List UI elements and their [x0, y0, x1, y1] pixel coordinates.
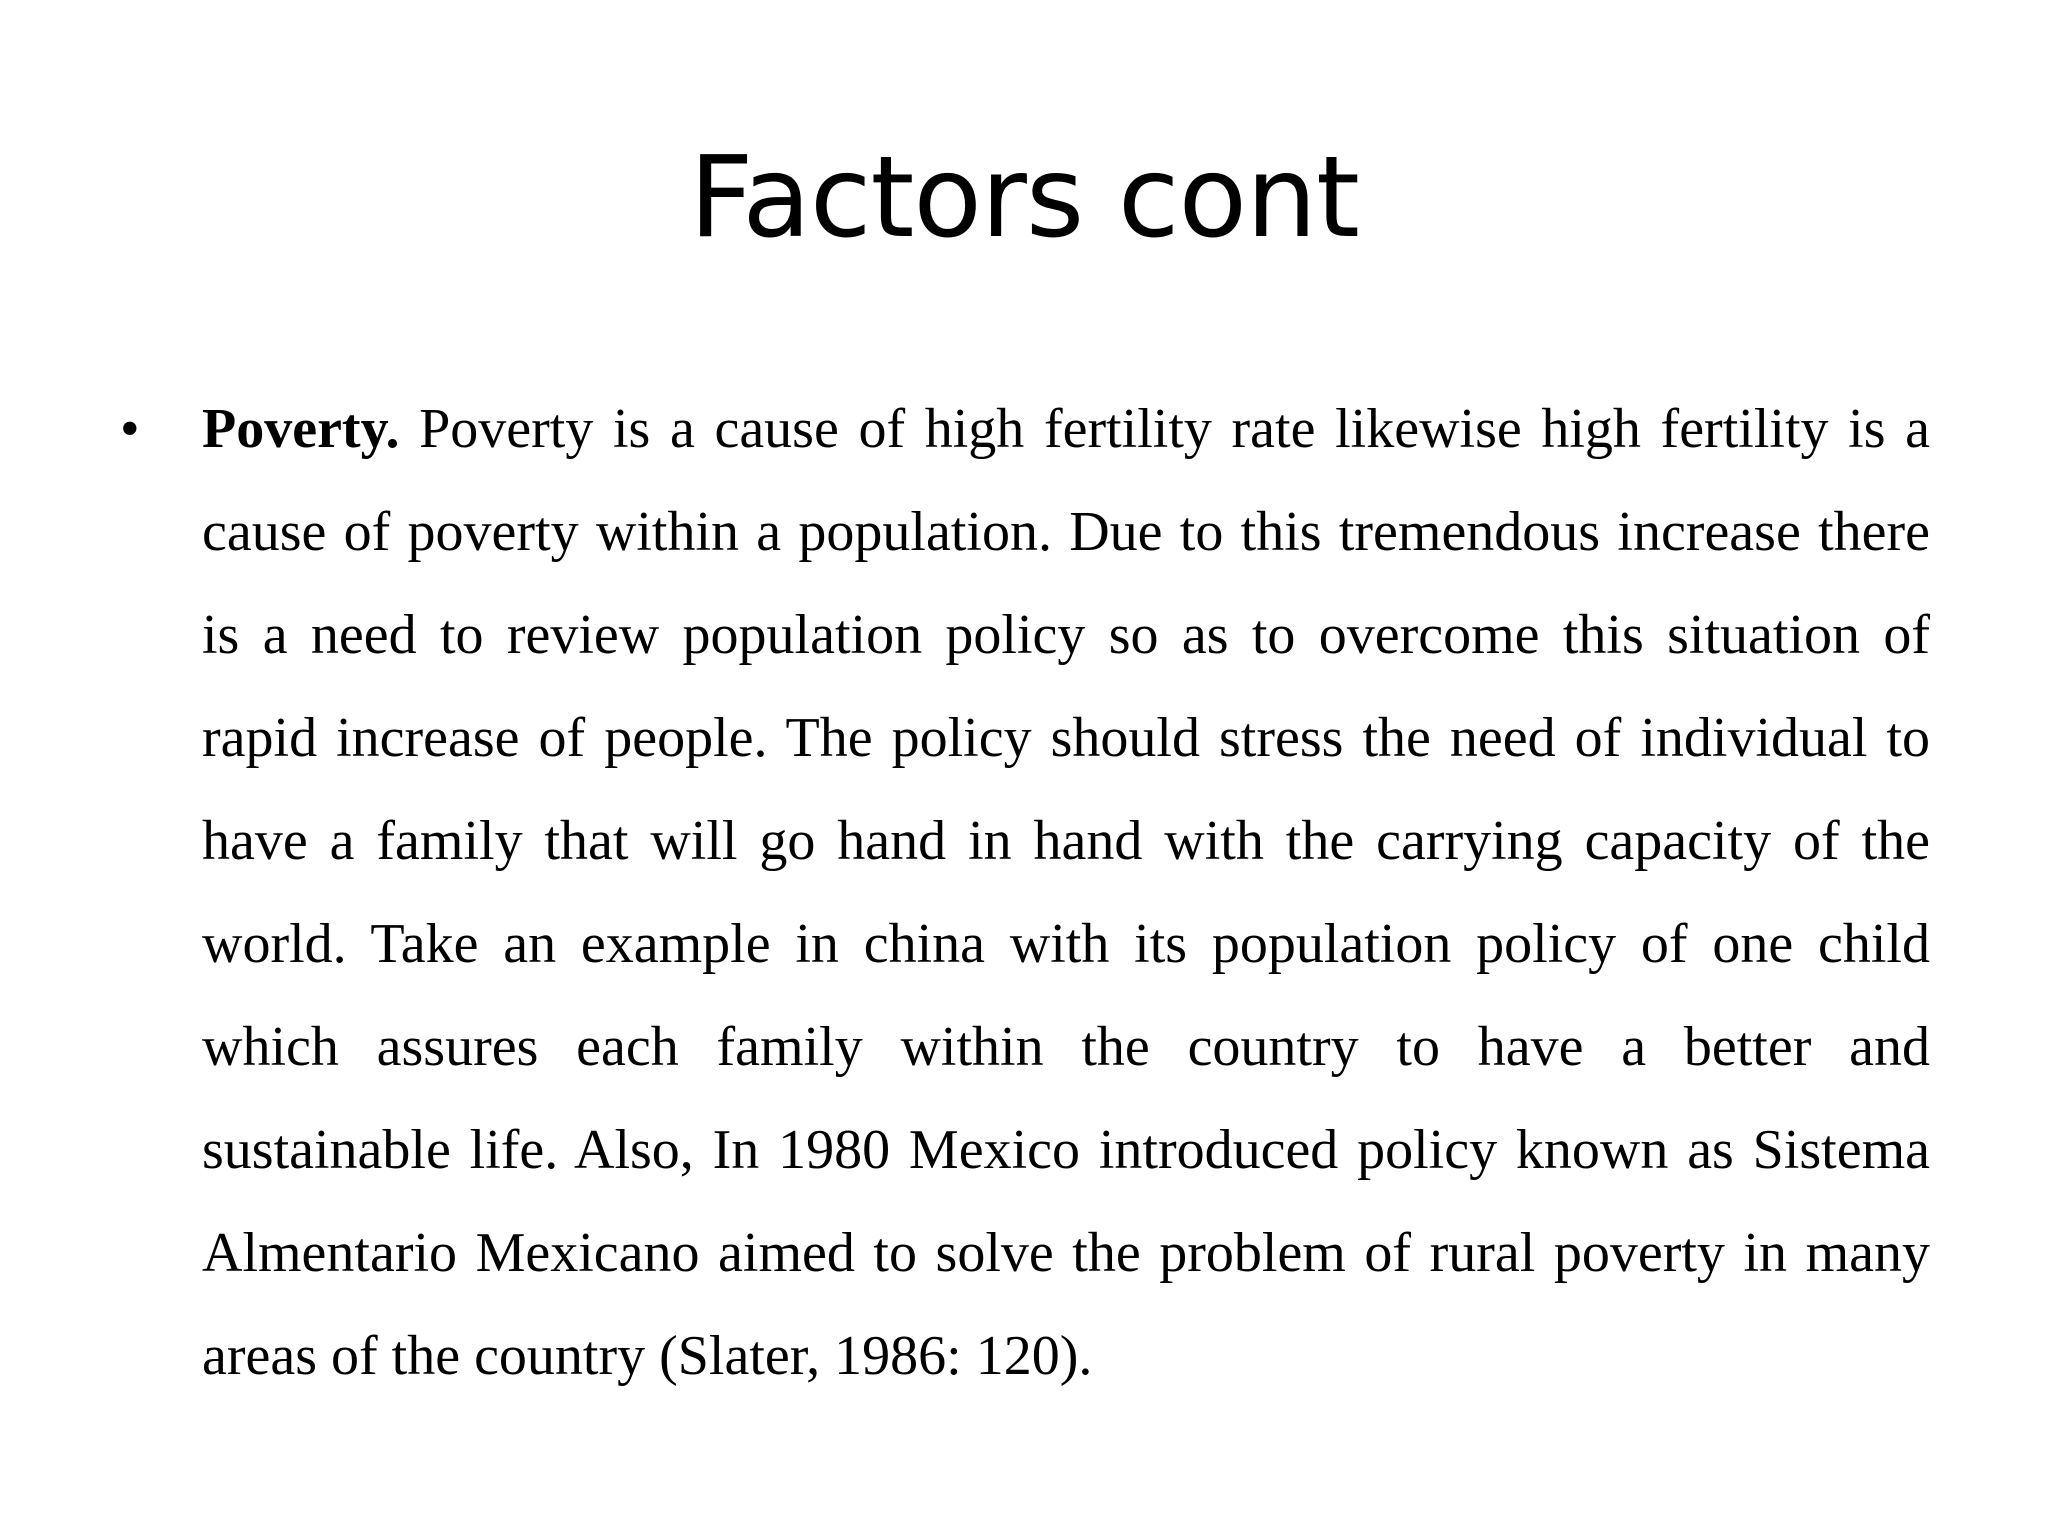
- bullet-item-poverty: [120, 378, 1930, 1408]
- bullet-body: Poverty is a cause of high fertility rate likewise high fertility is a cause of poverty within a population. Due to this tremendous increase there is a need to review population policy so as to overcome this situation of rapid increase of people. The policy should stress the need of individual to have a family that will go hand in hand with the carrying capacity of the world. Take an example in china with its population policy of one child which assures each family within the country to have a better and sustainable life. Also, In 1980 Mexico introduced policy known as Sistema Almentario Mexicano aimed to solve the problem of rural poverty in many areas of the country (Slater, 1986: 120).: [202, 398, 1930, 1387]
- bullet-paragraph: [202, 378, 1930, 1408]
- bullet-list: [120, 378, 1930, 1408]
- bullet-icon: •: [120, 398, 140, 460]
- slide-title: Factors cont: [689, 133, 1359, 263]
- bullet-heading: Poverty.: [202, 398, 400, 460]
